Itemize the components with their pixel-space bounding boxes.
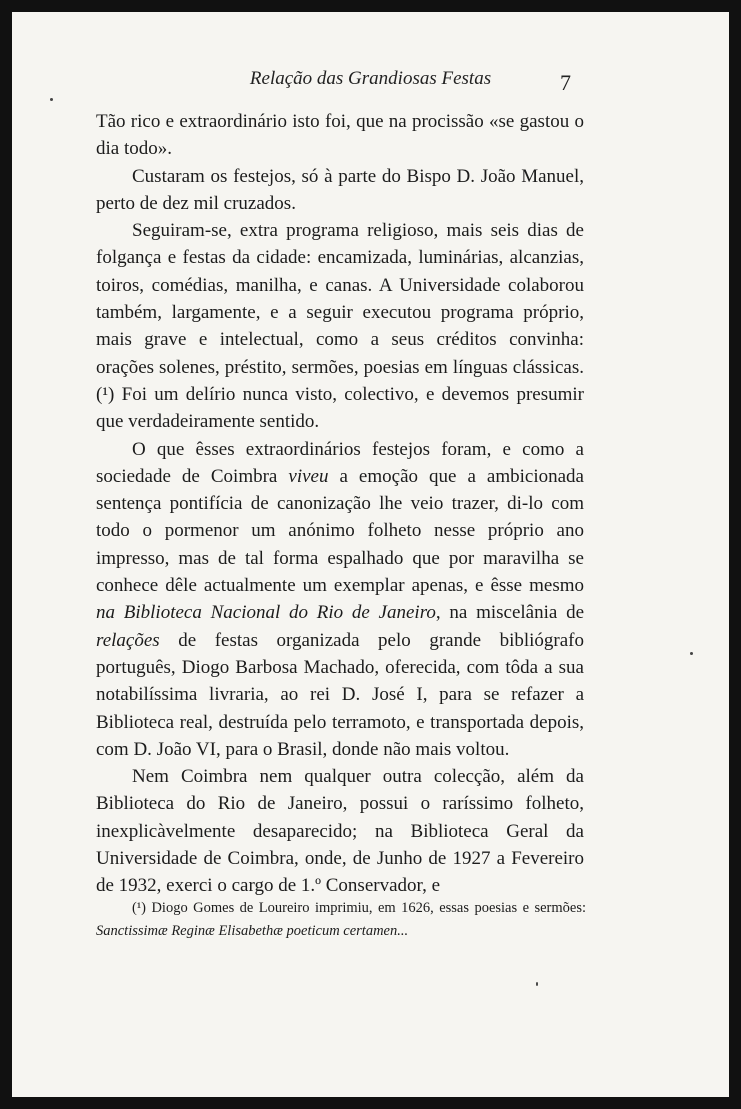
paragraph-2: Custaram os festejos, só à parte do Bispo D. João Manuel, perto de dez mil cruzados.: [96, 165, 584, 214]
ink-speck: [536, 982, 538, 986]
paragraph-4-text-b: a emoção que a ambicionada sentença pontifícia de canonização lhe veio trazer, di-lo com todo o pormenor um anónimo folheto nesse próprio ano impresso, mas de tal forma espalhado que por maravilha se conhece dêle actualmente um exemplar apenas, e êsse mesmo: [96, 465, 584, 597]
italic-biblioteca-nacional: na Biblioteca Nacional do Rio de Janeiro: [96, 602, 436, 624]
paragraph-3: [96, 217, 584, 435]
paragraph-4-text-a: O que êsses extraordinários festejos foram, e como a sociedade de Coimbra: [96, 438, 584, 487]
running-title: Relação das Grandiosas Festas: [249, 68, 492, 89]
ink-speck: [50, 98, 53, 101]
body-text: [96, 108, 584, 900]
italic-relacoes: relações: [96, 629, 160, 651]
paragraph-3-text-a: Seguiram-se, extra programa religioso, mais seis dias de folgança e festas da cidade: encamizada, luminárias, alcanzias, toiros, comédias, manilha, e canas. A Universidade colaborou também, largamente, e a seguir executou programa próprio, mais grave e intelectual, como a seus créditos convinha: orações solenes, préstito, sermões, poesias em línguas clássicas.: [96, 220, 584, 378]
paragraph-4-text-d: de festas organizada pelo grande bibliógrafo português, Diogo Barbosa Machado, oferecida, com tôda a sua notabilíssima livraria, ao rei D. José I, para se refazer a Biblioteca real, destruída pelo terramoto, e transportada depois, com D. João VI, para o Brasil, donde não mais voltou.: [96, 629, 584, 760]
page-number: 7: [560, 70, 571, 95]
paragraph-4-text-c: , na miscelânia de: [435, 602, 585, 624]
footnote-marker: (¹): [132, 900, 147, 916]
footnote: [96, 897, 586, 943]
paragraph-5: Nem Coimbra nem qualquer outra colecção, além da Biblioteca do Rio de Janeiro, possui o raríssimo folheto, inexplicàvelmente desaparecido; na Biblioteca Geral da Universidade de Coimbra, onde, de Junho de 1927 a Fevereiro de 1932, exerci o cargo de 1.º Conservador, e: [96, 766, 584, 897]
footnote-text: Diogo Gomes de Loureiro imprimiu, em 1626, essas poesias e sermões:: [146, 900, 586, 916]
paragraph-1: Tão rico e extraordinário isto foi, que na procissão «se gastou o dia todo».: [96, 111, 584, 160]
footnote-title: Sanctissimæ Reginæ Elisabethæ poeticum certamen...: [96, 923, 409, 939]
paragraph-4: [96, 436, 584, 764]
footnote-reference: (¹): [96, 383, 115, 405]
paragraph-3-text-b: Foi um delírio nunca visto, colectivo, e devemos presumir que verdadeiramente sentido.: [96, 383, 584, 433]
ink-speck: [690, 652, 693, 655]
book-page: [12, 12, 729, 1097]
italic-viveu: viveu: [288, 465, 329, 487]
